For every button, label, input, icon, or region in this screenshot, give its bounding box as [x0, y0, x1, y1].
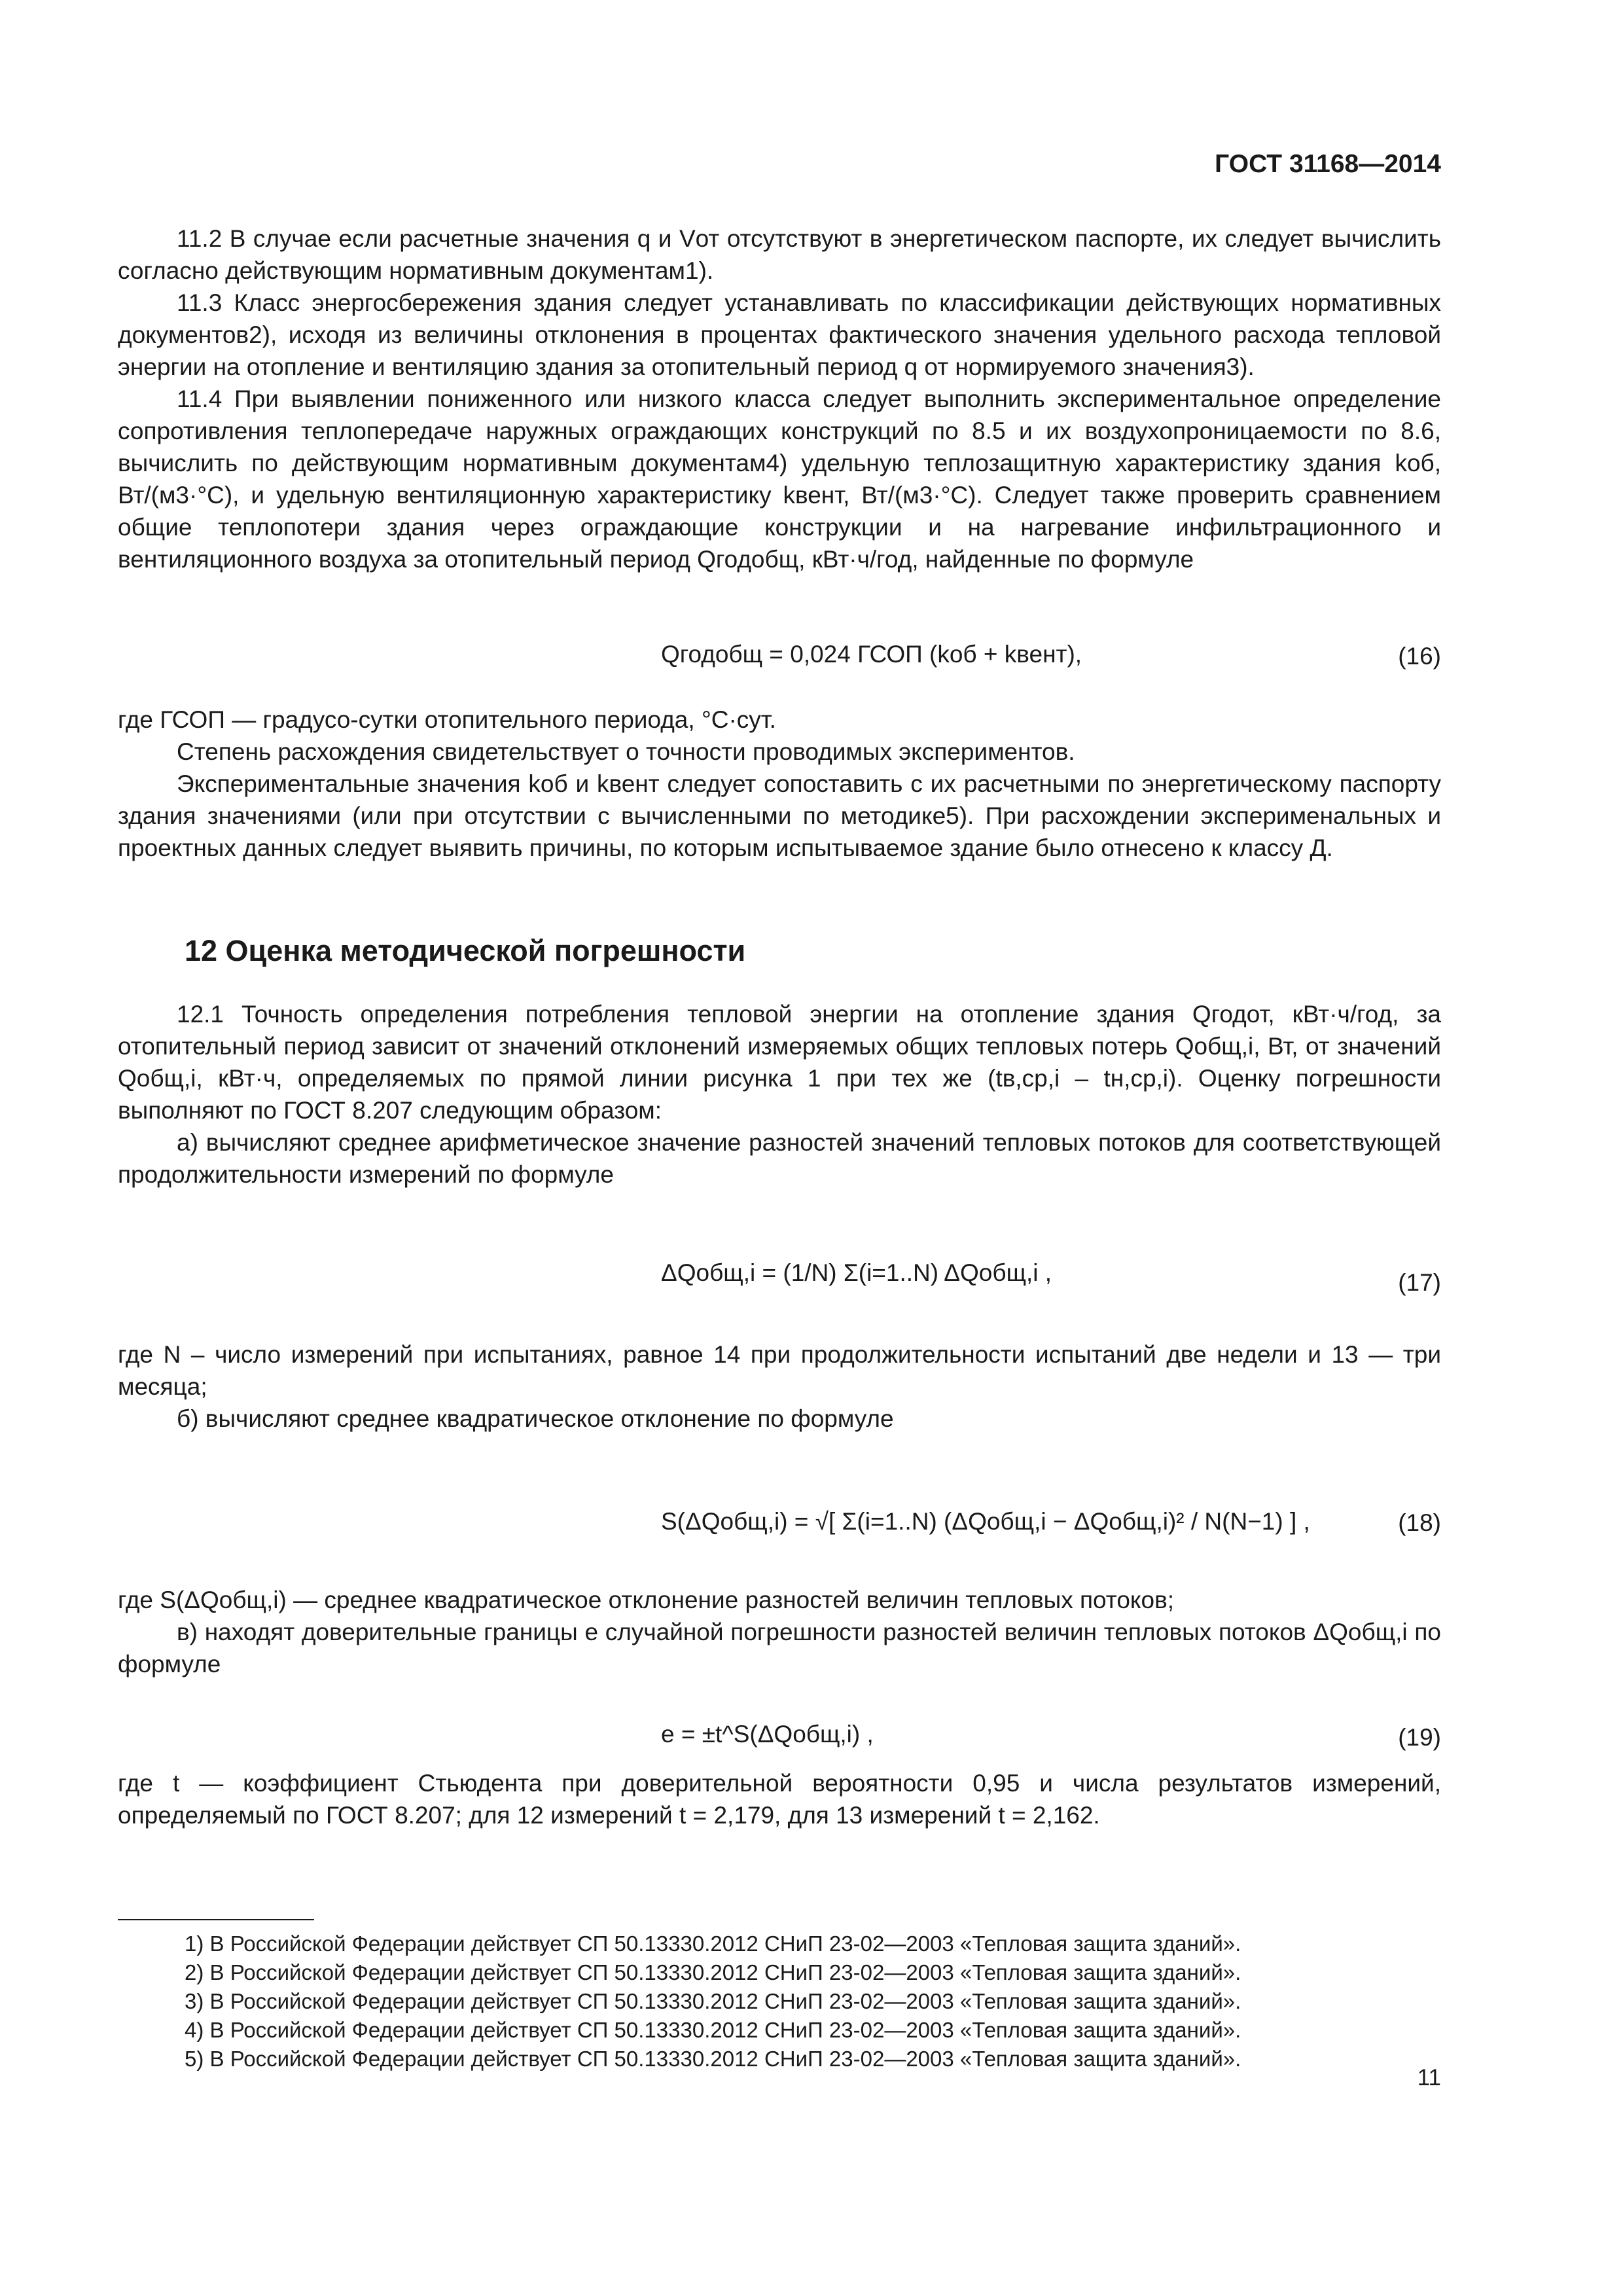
formula-16: Qгодобщ = 0,024 ГСОП (kоб + kвент),: [661, 641, 1082, 668]
section-12-where-s: [118, 1584, 1441, 1680]
gsop-definition: где ГСОП — градусо-сутки отопительного периода, °С·сут.: [118, 706, 776, 733]
section-12-text: [118, 998, 1441, 1191]
footnote-5: 5) В Российской Федерации действует СП 50.13330.2012 СНиП 23-02—2003 «Тепловая защита зданий».: [185, 2047, 1241, 2071]
section-12-where-t: [118, 1767, 1441, 1831]
section-11-text: [118, 223, 1441, 575]
formula-18: S(ΔQобщ,i) = √[ Σ(i=1..N) (ΔQобщ,i − ΔQобщ,i)² / N(N−1) ] ,: [661, 1508, 1310, 1535]
footnote-separator: [118, 1919, 314, 1920]
footnote-2: 2) В Российской Федерации действует СП 50.13330.2012 СНиП 23-02—2003 «Тепловая защита зданий».: [185, 1960, 1241, 1984]
section-12-where-n: [118, 1338, 1441, 1435]
footnotes: [185, 1929, 1428, 2073]
paragraph-11-3: 11.3 Класс энергосбережения здания следует устанавливать по классификации действующих нормативных документов2), исходя из величины отклонения в процентах фактического значения удельного расхода тепловой энергии на отопление и вентиляцию здания за отопительный период q от нормируемого значения3).: [118, 289, 1441, 380]
list-item-b: б) вычисляют среднее квадратическое отклонение по формуле: [177, 1405, 894, 1432]
list-item-a: а) вычисляют среднее арифметическое значение разностей значений тепловых потоков для соответствующей продолжительности измерений по формуле: [118, 1129, 1441, 1188]
paragraph-degree: Степень расхождения свидетельствует о точности проводимых экспериментов.: [177, 738, 1075, 765]
page-number: 11: [1417, 2065, 1441, 2090]
section-12-heading: 12 Оценка методической погрешности: [185, 934, 746, 967]
s-definition: где S(ΔQобщ,i) — среднее квадратическое отклонение разностей величин тепловых потоков;: [118, 1587, 1175, 1613]
formula-16-number: (16): [1398, 643, 1441, 670]
paragraph-12-1: 12.1 Точность определения потребления тепловой энергии на отопление здания Qгодот, кВт·ч/год, за отопительный период зависит от значений отклонений измеряемых общих тепловых потерь Qобщ,i, Вт, от значений Qобщ,i, кВт·ч, определяемых по прямой линии рисунка 1 при тех же (tв,ср,i – tн,ср,i). Оценку погрешности выполняют по ГОСТ 8.207 следующим образом:: [118, 1001, 1441, 1124]
paragraph-11-4: 11.4 При выявлении пониженного или низкого класса следует выполнить экспериментальное определение сопротивления теплопередаче наружных ограждающих конструкций по 8.5 и их воздухопроницаемости по 8.6, вычислить по действующим нормативным документам4) удельную теплозащитную характеристику здания kоб, Вт/(м3·°С), и удельную вентиляционную характеристику kвент, Вт/(м3·°С). Следует также проверить сравнением общие теплопотери здания через ограждающие конструкции и на нагревание инфильтрационного и вентиляционного воздуха за отопительный период Qгодобщ, кВт·ч/год, найденные по формуле: [118, 386, 1441, 573]
n-definition: где N – число измерений при испытаниях, равное 14 при продолжительности испытаний две недели и 13 — три месяца;: [118, 1341, 1441, 1400]
footnote-1: 1) В Российской Федерации действует СП 50.13330.2012 СНиП 23-02—2003 «Тепловая защита зданий».: [185, 1931, 1241, 1956]
list-item-v: в) находят доверительные границы e случайной погрешности разностей величин тепловых потоков ΔQобщ,i по формуле: [118, 1619, 1441, 1677]
formula-17-number: (17): [1398, 1269, 1441, 1296]
formula-19: e = ±t^S(ΔQобщ,i) ,: [661, 1721, 874, 1748]
formula-17: ΔQобщ,i = (1/N) Σ(i=1..N) ΔQобщ,i ,: [661, 1259, 1052, 1286]
footnote-3: 3) В Российской Федерации действует СП 50.13330.2012 СНиП 23-02—2003 «Тепловая защита зданий».: [185, 1989, 1241, 2013]
paragraph-experimental: Экспериментальные значения kоб и kвент следует сопоставить с их расчетными по энергетическому паспорту здания значениями (или при отсутствии с вычисленными по методике5). При расхождении эксперименальных и проектных данных следует выявить причины, по которым испытываемое здание было отнесено к классу Д.: [118, 770, 1441, 861]
section-11-continuation: [118, 704, 1441, 864]
formula-18-number: (18): [1398, 1509, 1441, 1536]
formula-19-number: (19): [1398, 1724, 1441, 1751]
t-definition: где t — коэффициент Стьюдента при доверительной вероятности 0,95 и числа результатов измерений, определяемый по ГОСТ 8.207; для 12 измерений t = 2,179, для 13 измерений t = 2,162.: [118, 1770, 1441, 1829]
footnote-4: 4) В Российской Федерации действует СП 50.13330.2012 СНиП 23-02—2003 «Тепловая защита зданий».: [185, 2018, 1241, 2042]
standard-header: ГОСТ 31168—2014: [1215, 150, 1441, 178]
paragraph-11-2: 11.2 В случае если расчетные значения q и Vот отсутствуют в энергетическом паспорте, их следует вычислить согласно действующим нормативным документам1).: [118, 225, 1441, 284]
